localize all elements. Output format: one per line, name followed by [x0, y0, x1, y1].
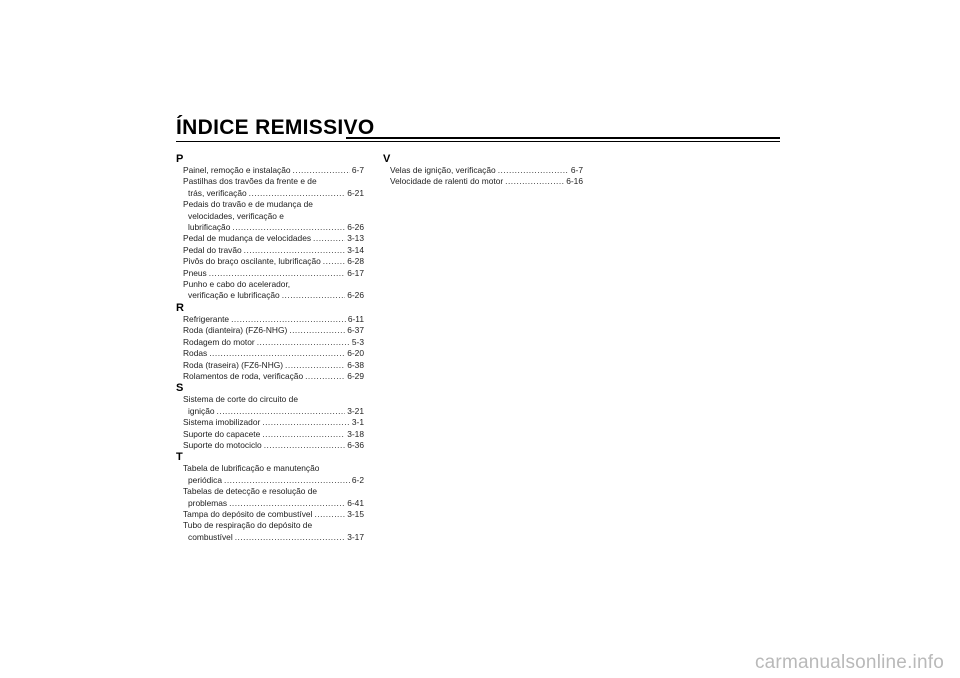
- index-entry: [176, 348, 364, 359]
- index-entry: [176, 486, 364, 509]
- index-section: [176, 302, 364, 382]
- dot-leader: [209, 348, 345, 359]
- title-rule: [346, 137, 780, 142]
- index-entry: [176, 325, 364, 336]
- index-entry: [176, 520, 364, 543]
- entry-term: Suporte do capacete: [183, 428, 261, 439]
- entry-term: verificação e lubrificação: [188, 290, 280, 301]
- page-number: 6-36: [347, 439, 364, 450]
- page-number: 6-7: [351, 165, 364, 175]
- dot-leader: [235, 532, 346, 543]
- entry-term: Roda (dianteira) (FZ6-NHG): [183, 325, 288, 336]
- index-entry: [176, 199, 364, 233]
- page-number: 6-26: [347, 222, 364, 233]
- dot-leader: [262, 429, 345, 440]
- dot-leader: [285, 360, 345, 371]
- entry-term: Pedal de mudança de velocidades: [183, 233, 312, 244]
- page-title: ÍNDICE REMISSIVO: [176, 116, 375, 139]
- page-number: 6-28: [347, 256, 364, 267]
- entry-text-line: Punho e cabo do acelerador,: [183, 279, 291, 290]
- index-entry: [176, 233, 364, 244]
- page-number: 6-7: [570, 165, 583, 175]
- index-entry: [176, 509, 364, 520]
- page-number: 6-38: [347, 359, 364, 370]
- index-entry: [176, 176, 364, 199]
- page-number: 3-1: [351, 417, 364, 428]
- index-entry: [176, 417, 364, 428]
- dot-leader: [209, 268, 345, 279]
- dot-leader: [264, 440, 346, 451]
- index-entry: [383, 176, 583, 187]
- entry-term: Rodagem do motor: [183, 336, 255, 347]
- entry-text-line: Tubo de respiração do depósito de: [183, 520, 313, 531]
- page-number: 6-20: [347, 348, 364, 359]
- index-entry: [176, 371, 364, 382]
- dot-leader: [289, 325, 345, 336]
- dot-leader: [249, 188, 346, 199]
- index-entry: [176, 440, 364, 451]
- dot-leader: [313, 233, 345, 244]
- section-letter: S: [176, 382, 184, 395]
- dot-leader: [282, 290, 346, 301]
- entry-term: Painel, remoção e instalação: [183, 165, 291, 175]
- page-number: 6-29: [347, 370, 364, 381]
- entry-text-line: Sistema de corte do circuito de: [183, 394, 298, 405]
- index-section: [176, 451, 364, 543]
- entry-term: ignição: [188, 405, 215, 416]
- dot-leader: [217, 406, 346, 417]
- dot-leader: [314, 509, 345, 520]
- page-number: 6-16: [566, 176, 583, 187]
- dot-leader: [498, 165, 569, 176]
- page-number: 5-3: [351, 336, 364, 347]
- index-entry: [176, 314, 364, 325]
- page-number: 3-13: [347, 233, 364, 244]
- title-rule-thin: [176, 141, 346, 142]
- index-entry: [176, 463, 364, 486]
- dot-leader: [229, 498, 345, 509]
- page-number: 6-21: [347, 187, 364, 198]
- entry-term: problemas: [188, 497, 228, 508]
- page-number: 6-17: [347, 267, 364, 278]
- page-number: 6-41: [347, 497, 364, 508]
- entry-term: periódica: [188, 474, 222, 485]
- dot-leader: [231, 314, 346, 325]
- index-entry: [176, 165, 364, 176]
- index-entry: [176, 279, 364, 302]
- entry-term: Velas de ignição, verificação: [390, 165, 496, 175]
- entry-term: Rolamentos de roda, verificação: [183, 370, 304, 381]
- entry-text-line: Tabelas de detecção e resolução de: [183, 486, 318, 497]
- entry-term: combustível: [188, 531, 233, 542]
- entry-term: Pivôs do braço oscilante, lubrificação: [183, 256, 321, 267]
- dot-leader: [262, 417, 350, 428]
- entry-text-line: Pastilhas dos travões da frente e de: [183, 176, 317, 187]
- section-letter: P: [176, 153, 184, 165]
- dot-leader: [257, 337, 350, 348]
- entry-term: Roda (traseira) (FZ6-NHG): [183, 359, 284, 370]
- index-entry: [176, 394, 364, 417]
- section-letter: R: [176, 301, 184, 314]
- index-entry: [176, 256, 364, 267]
- dot-leader: [244, 245, 346, 256]
- entry-term: lubrificação: [188, 222, 231, 233]
- page-number: 6-37: [347, 325, 364, 336]
- index-entry: [176, 360, 364, 371]
- index-entry: [176, 268, 364, 279]
- index-column-left: [176, 153, 364, 543]
- page-number: 3-17: [347, 531, 364, 542]
- page-number: 3-14: [347, 244, 364, 255]
- index-entry: [383, 165, 583, 176]
- page-number: 3-21: [347, 405, 364, 416]
- dot-leader: [505, 176, 564, 187]
- entry-text-line: Pedais do travão e de mudança de: [183, 199, 313, 210]
- section-letter: T: [176, 451, 183, 464]
- page-number: 6-11: [347, 313, 364, 324]
- index-section: [176, 153, 364, 302]
- entry-term: Rodas: [183, 348, 208, 359]
- index-entry: [176, 337, 364, 348]
- index-entry: [176, 429, 364, 440]
- entry-term: Refrigerante: [183, 313, 230, 324]
- dot-leader: [232, 222, 345, 233]
- page-number: 3-15: [347, 508, 364, 519]
- entry-term: Tampa do depósito de combustível: [183, 508, 313, 519]
- page-number: 6-26: [347, 290, 364, 301]
- entry-term: trás, verificação: [188, 187, 247, 198]
- entry-text-line: Tabela de lubrificação e manutenção: [183, 463, 320, 474]
- entry-term: Pedal do travão: [183, 244, 242, 255]
- entry-term: Pneus: [183, 267, 207, 278]
- dot-leader: [323, 256, 345, 267]
- dot-leader: [293, 165, 350, 176]
- page-number: 3-18: [347, 428, 364, 439]
- dot-leader: [305, 371, 345, 382]
- page-number: 6-2: [351, 474, 364, 485]
- index-column-right: [383, 153, 583, 188]
- index-section: [176, 382, 364, 451]
- entry-term: Sistema imobilizador: [183, 417, 261, 428]
- dot-leader: [224, 475, 350, 486]
- entry-term: Suporte do motociclo: [183, 439, 262, 450]
- entry-term: Velocidade de ralenti do motor: [390, 176, 504, 187]
- index-entry: [176, 245, 364, 256]
- watermark-text: carmanualsonline.info: [754, 652, 944, 673]
- entry-text-line: velocidades, verificação e: [188, 210, 284, 221]
- section-letter: V: [383, 153, 391, 165]
- index-section: [383, 153, 583, 188]
